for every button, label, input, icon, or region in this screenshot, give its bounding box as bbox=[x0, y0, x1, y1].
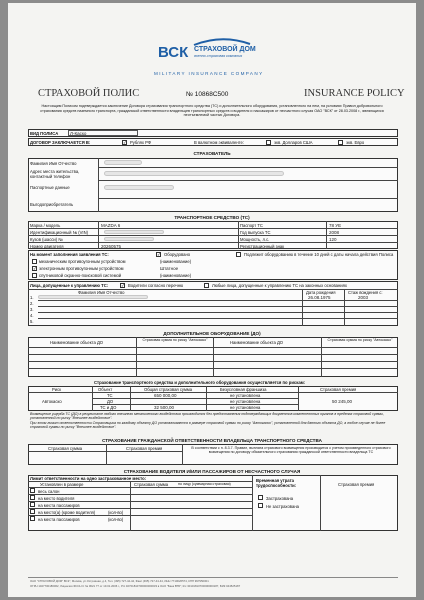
insurer-field-passport: Паспортные данные bbox=[30, 185, 70, 190]
checkbox-passenger-seats-2[interactable] bbox=[30, 516, 35, 521]
eq-col-div-2 bbox=[213, 337, 214, 377]
risk-row-1-sum: 650 000,00 bbox=[154, 392, 177, 398]
vehicle-power-label: Мощность, л.с. bbox=[240, 236, 270, 242]
acc-line-4 bbox=[28, 508, 252, 509]
policy-type-label: ВИД ПОЛИСА bbox=[30, 131, 59, 136]
redacted-vin bbox=[104, 230, 164, 235]
eq-col4-header: Страховая сумма по риску "Автокаско" bbox=[327, 338, 393, 342]
driver-row-1-num: 1. bbox=[30, 295, 34, 300]
drivers-opt2-label: Любые лица, допущенные к управлению ТС на законных основаниях bbox=[212, 283, 347, 288]
insurer-heading: СТРАХОВАТЕЛЬ bbox=[193, 151, 231, 156]
checkbox-sat-system[interactable] bbox=[32, 273, 37, 278]
vehicle-row-1 bbox=[28, 228, 398, 229]
liab-header-line bbox=[28, 451, 182, 452]
acc-row-passengers-2: на места пассажиров bbox=[38, 516, 80, 522]
redacted-passport bbox=[104, 185, 174, 190]
acc-line-1 bbox=[28, 487, 252, 488]
driver-line-4 bbox=[38, 318, 398, 319]
drivers-col-div-1 bbox=[302, 289, 303, 326]
vehicle-year-value: 2008 bbox=[329, 229, 340, 235]
policy-no-value: 10868С500 bbox=[194, 91, 229, 98]
policy-no-prefix: № bbox=[186, 91, 195, 98]
risks-row-line-2 bbox=[92, 404, 298, 405]
checkbox-passenger-seats[interactable] bbox=[30, 502, 35, 507]
footer-line-1: ОАО "СТРАХОВОЙ ДОМ" ВСК", Москва, ул.Островная, д.4, Тел. (495) 727-44-44, Факс (495) 727-44-44, ИНН 7710026574, КПП 997950001 bbox=[30, 579, 209, 583]
policy-type-value: Л-Каско bbox=[70, 130, 87, 136]
driver-row-3-num: 3. bbox=[30, 307, 34, 312]
risks-col-risk: Риск bbox=[52, 387, 62, 392]
checkbox-any-driver[interactable] bbox=[204, 283, 209, 288]
currency-usd-label: экв. Долларов США bbox=[274, 139, 313, 145]
vehicle-pts-label: Паспорт ТС bbox=[240, 222, 263, 228]
drivers-col-div-2 bbox=[344, 289, 345, 326]
checkbox-equipped[interactable]: ✓ bbox=[157, 251, 161, 257]
accident-limit-label: Лимит ответственности на одно застрахованное место: bbox=[30, 476, 147, 481]
roof-arc-icon bbox=[192, 38, 252, 46]
risks-col-premium: Страховая премия bbox=[320, 387, 357, 392]
redacted-address bbox=[104, 171, 284, 176]
vehicle-row-3 bbox=[28, 242, 398, 243]
vehicle-make-label: Марка / модель bbox=[30, 222, 61, 228]
drivers-label: Лица, допущенные к управлению ТС: bbox=[30, 283, 109, 288]
checkbox-temp-not-insured[interactable] bbox=[258, 503, 263, 508]
driver-line-3 bbox=[38, 312, 398, 313]
acc-line-5 bbox=[28, 515, 252, 516]
checkbox-eur[interactable] bbox=[338, 140, 343, 145]
liability-heading: СТРАХОВАНИЕ ГРАЖДАНСКОЙ ОТВЕТСТВЕННОСТИ ВЛАДЕЛЬЦА ТРАНСПОРТНОГО СРЕДСТВА bbox=[102, 438, 322, 443]
driver-line-1 bbox=[38, 300, 398, 301]
equipped-label: Оборудовано bbox=[164, 252, 191, 257]
insurance-policy-page bbox=[8, 3, 416, 597]
acc-row-except-driver: на место(а) (кроме водителя) bbox=[38, 509, 96, 515]
insurer-field-name: Фамилия Имя Отчество bbox=[30, 161, 77, 166]
vsk-logo-icon bbox=[158, 43, 194, 59]
vehicle-body-label: Кузов (шасси) № bbox=[30, 236, 63, 242]
title-ru: СТРАХОВОЙ ПОЛИС bbox=[38, 88, 140, 99]
liab-note: В соответствии с п. 8.3.7. Правил, выплата страхового возмещения производится с учетом произведенного страхового возмещения по договору обязательного страхования гражданской ответственности владельца ТС bbox=[191, 446, 391, 455]
risk-name: Автокаско bbox=[42, 399, 62, 404]
title-en: INSURANCE POLICY bbox=[304, 88, 405, 99]
risk-row-2-object: ДО bbox=[107, 399, 114, 404]
acc-qty-1: (кол-во) bbox=[108, 509, 124, 515]
acc-col-div-1 bbox=[130, 481, 131, 531]
brand-en: MILITARY INSURANCE COMPANY bbox=[154, 71, 264, 76]
intro-text: Настоящим Полисом подтверждается заключение Договора страхования транспортного средства (ТС) и дополнительного оборудования, установленного на нем, на условиях Правил добровольного страхования средств наземного транспорта, гражданской ответственности владельцев транспортных средств и водителя и пассажиров от несчастного случая ОАО "ВСК" от 28.03.2008 г., являющихся неотъемлемой частью Договора. bbox=[40, 104, 384, 118]
eq-col-div-1 bbox=[136, 337, 137, 377]
accident-heading: СТРАХОВАНИЕ ВОДИТЕЛЯ И/ИЛИ ПАССАЖИРОВ ОТ НЕСЧАСТНОГО СЛУЧАЯ bbox=[123, 469, 301, 474]
checkbox-rub[interactable]: ✓ bbox=[123, 139, 127, 145]
vehicle-engine-value: 20260575 bbox=[101, 243, 122, 249]
vehicle-heading: ТРАНСПОРТНОЕ СРЕДСТВО (ТС) bbox=[174, 215, 250, 220]
vehicle-reg-label: Регистрационный знак bbox=[240, 243, 285, 249]
insurer-line-2 bbox=[98, 180, 398, 181]
drivers-col-exp: Стаж вождения с: bbox=[348, 289, 383, 295]
currency-eur-label: экв. Евро bbox=[346, 139, 365, 145]
vehicle-row-2 bbox=[28, 235, 398, 236]
inspection-label: Подлежит оборудованию в течение 10 дней с даты начала действия Полиса bbox=[244, 252, 394, 257]
redacted-body bbox=[104, 237, 154, 242]
currency-foreign-label: В валютном эквиваленте: bbox=[194, 139, 245, 145]
checkbox-inspection[interactable] bbox=[236, 252, 241, 257]
moment-label: На момент заполнения заявления ТС: bbox=[30, 252, 109, 257]
insurer-field-beneficiary: Выгодоприобретатель bbox=[30, 202, 74, 207]
insurer-line-1 bbox=[98, 167, 398, 168]
risk-row-2-franchise: не установлена bbox=[230, 399, 261, 404]
redacted-driver-1 bbox=[38, 295, 148, 300]
insurer-field-address: Адрес места жительства, контактный телефон bbox=[30, 169, 80, 179]
risk-premium: 50 245,00 bbox=[332, 398, 353, 404]
driver-row-1-exp: 2003 bbox=[358, 294, 369, 300]
checkbox-drivers-list[interactable]: ✓ bbox=[121, 282, 125, 288]
driver-line-2 bbox=[38, 306, 398, 307]
checkbox-driver-seat[interactable] bbox=[30, 495, 35, 500]
driver-row-2-num: 2. bbox=[30, 301, 34, 306]
eq-col1-header: Наименование объекта ДО bbox=[50, 340, 104, 345]
company-logo bbox=[158, 41, 268, 69]
sat-system-label: спутниковой охранно-поисковой системой bbox=[39, 273, 122, 278]
risks-note-1: Возмещение ущерба ТС (ДО) в результате любого внешнего механического воздействия производится без предоставления подтверждающих документов компетентных органов в пределах страховой суммы, установленной по риску "Внешнее воздействие". bbox=[30, 412, 384, 421]
eq-col-div-3 bbox=[321, 337, 322, 377]
extra-equipment-heading: ДОПОЛНИТЕЛЬНОЕ ОБОРУДОВАНИЕ (ДО) bbox=[163, 331, 261, 336]
acc-col-per-seat: по лицу (суммарная страховая) bbox=[178, 482, 231, 486]
elec-antitheft-value: Штатное bbox=[160, 265, 179, 271]
risks-col-franchise: Безусловная франшиза bbox=[220, 387, 267, 392]
risk-row-3-object: ТС и ДО bbox=[100, 405, 117, 410]
checkbox-mech-antitheft[interactable] bbox=[32, 259, 37, 264]
mech-antitheft-label: механическим противоугонным устройством bbox=[39, 259, 126, 264]
risk-row-1-object: ТС bbox=[107, 393, 113, 398]
eq-row-line-2 bbox=[28, 361, 398, 362]
risk-row-1-franchise: не установлена bbox=[230, 393, 261, 398]
brand-slogan: военно-страховая компания bbox=[194, 54, 243, 58]
risks-col-div-4 bbox=[298, 386, 299, 411]
checkbox-except-driver[interactable] bbox=[30, 509, 35, 514]
mech-antitheft-value: (наименование) bbox=[160, 259, 192, 264]
insurer-line-3 bbox=[98, 198, 398, 199]
acc-not-insured-label: Не застрахована bbox=[266, 503, 299, 509]
acc-insured-label: Застрахована bbox=[266, 495, 294, 501]
sat-system-value: (наименование) bbox=[160, 273, 192, 278]
liab-col-sum: Страховая сумма bbox=[48, 446, 83, 451]
currency-rub-label: Рублях РФ bbox=[130, 139, 152, 145]
vehicle-vin-label: Идентификационный № (VIN) bbox=[30, 229, 89, 235]
acc-col-sum: Страховая сумма bbox=[134, 482, 169, 487]
risks-col-object: Объект bbox=[98, 387, 113, 392]
vehicle-engine-label: Номер двигателя bbox=[30, 243, 64, 249]
checkbox-usd[interactable] bbox=[266, 140, 271, 145]
eq-header-line bbox=[28, 347, 398, 348]
acc-temp-loss-label: Временная утрата трудоспособности: bbox=[256, 478, 297, 488]
driver-row-4-num: 4. bbox=[30, 313, 34, 318]
driver-row-1-birth: 26.08.1975 bbox=[308, 294, 331, 300]
checkbox-temp-insured[interactable] bbox=[258, 495, 263, 500]
risks-note-2: При этом лимит ответственности Страховщика по каждому объекту ДО устанавливается в размере страховой суммы по риску "Автокаско", установленной для данного объекта ДО, а любое случае не более страховой суммы по риску "Внешнее воздействие". bbox=[30, 421, 386, 430]
acc-row-driver: на место водителя bbox=[38, 495, 75, 501]
eq-row-line-3 bbox=[28, 368, 398, 369]
liab-col-div-1 bbox=[106, 444, 107, 465]
brand-sub: СТРАХОВОЙ ДОМ bbox=[194, 46, 256, 53]
drivers-col-name: Фамилия Имя Отчество bbox=[78, 289, 125, 295]
risks-heading: Страхование транспортного средства и дополнительного оборудования осуществляется по рискам: bbox=[94, 380, 306, 385]
policy-number bbox=[186, 91, 228, 98]
eq-row-line-1 bbox=[28, 354, 398, 355]
vehicle-power-value: 120 bbox=[329, 236, 337, 242]
drivers-col-birth: Дата рождения bbox=[306, 289, 336, 295]
acc-line-2 bbox=[28, 494, 252, 495]
checkbox-all-seats[interactable] bbox=[30, 488, 35, 493]
elec-antitheft-label: электронным противоугонным устройством bbox=[39, 266, 124, 271]
acc-col-div-2 bbox=[252, 475, 253, 531]
checkbox-elec-antitheft[interactable]: ✓ bbox=[33, 265, 37, 271]
vehicle-year-label: Год выпуска ТС bbox=[240, 229, 271, 235]
eq-col3-header: Наименование объекта ДО bbox=[230, 340, 284, 345]
currency-label: ДОГОВОР ЗАКЛЮЧАЕТСЯ В: bbox=[30, 139, 91, 145]
vehicle-make-value: MAZDA 6 bbox=[101, 222, 121, 228]
risk-row-3-franchise: не установлена bbox=[230, 405, 261, 410]
footer-line-2: ОГРН 1027700186062, Лицензия ФССН С № 0621 77 от 19.01.2006 г., Р/с 40701810700000000033 в ОАО "Банк ВТБ"; К/с 30101810700000000187, БИК 044525187 bbox=[30, 584, 241, 588]
risks-col-sum: Общая страховая сумма bbox=[144, 387, 193, 392]
acc-col-div-3 bbox=[320, 475, 321, 531]
driver-row-5-num: 5. bbox=[30, 319, 34, 324]
svg-text:ВСК: ВСК bbox=[158, 44, 189, 59]
acc-all-seats: весь салон bbox=[38, 488, 60, 494]
acc-qty-2: (кол-во) bbox=[108, 516, 124, 522]
eq-col2-header: Страховая сумма по риску "Автокаско" bbox=[142, 338, 208, 342]
footer-line bbox=[28, 577, 398, 578]
acc-row-passengers: на места пассажиров bbox=[38, 502, 80, 508]
acc-col-premium: Страховая премия bbox=[338, 482, 375, 487]
drivers-opt1-label: Водители согласно перечню bbox=[128, 283, 184, 288]
vehicle-pts-value: 78 УЕ bbox=[329, 222, 342, 228]
liab-col-div-2 bbox=[182, 444, 183, 465]
risks-header-line bbox=[28, 392, 398, 393]
redacted-name bbox=[104, 160, 142, 165]
acc-col-seats: Установлен в размере bbox=[40, 482, 84, 487]
risks-row-line-1 bbox=[92, 398, 298, 399]
risk-row-3-sum: 32 500,00 bbox=[154, 404, 175, 410]
acc-line-3 bbox=[28, 501, 252, 502]
liab-col-premium: Страховая премия bbox=[126, 446, 163, 451]
